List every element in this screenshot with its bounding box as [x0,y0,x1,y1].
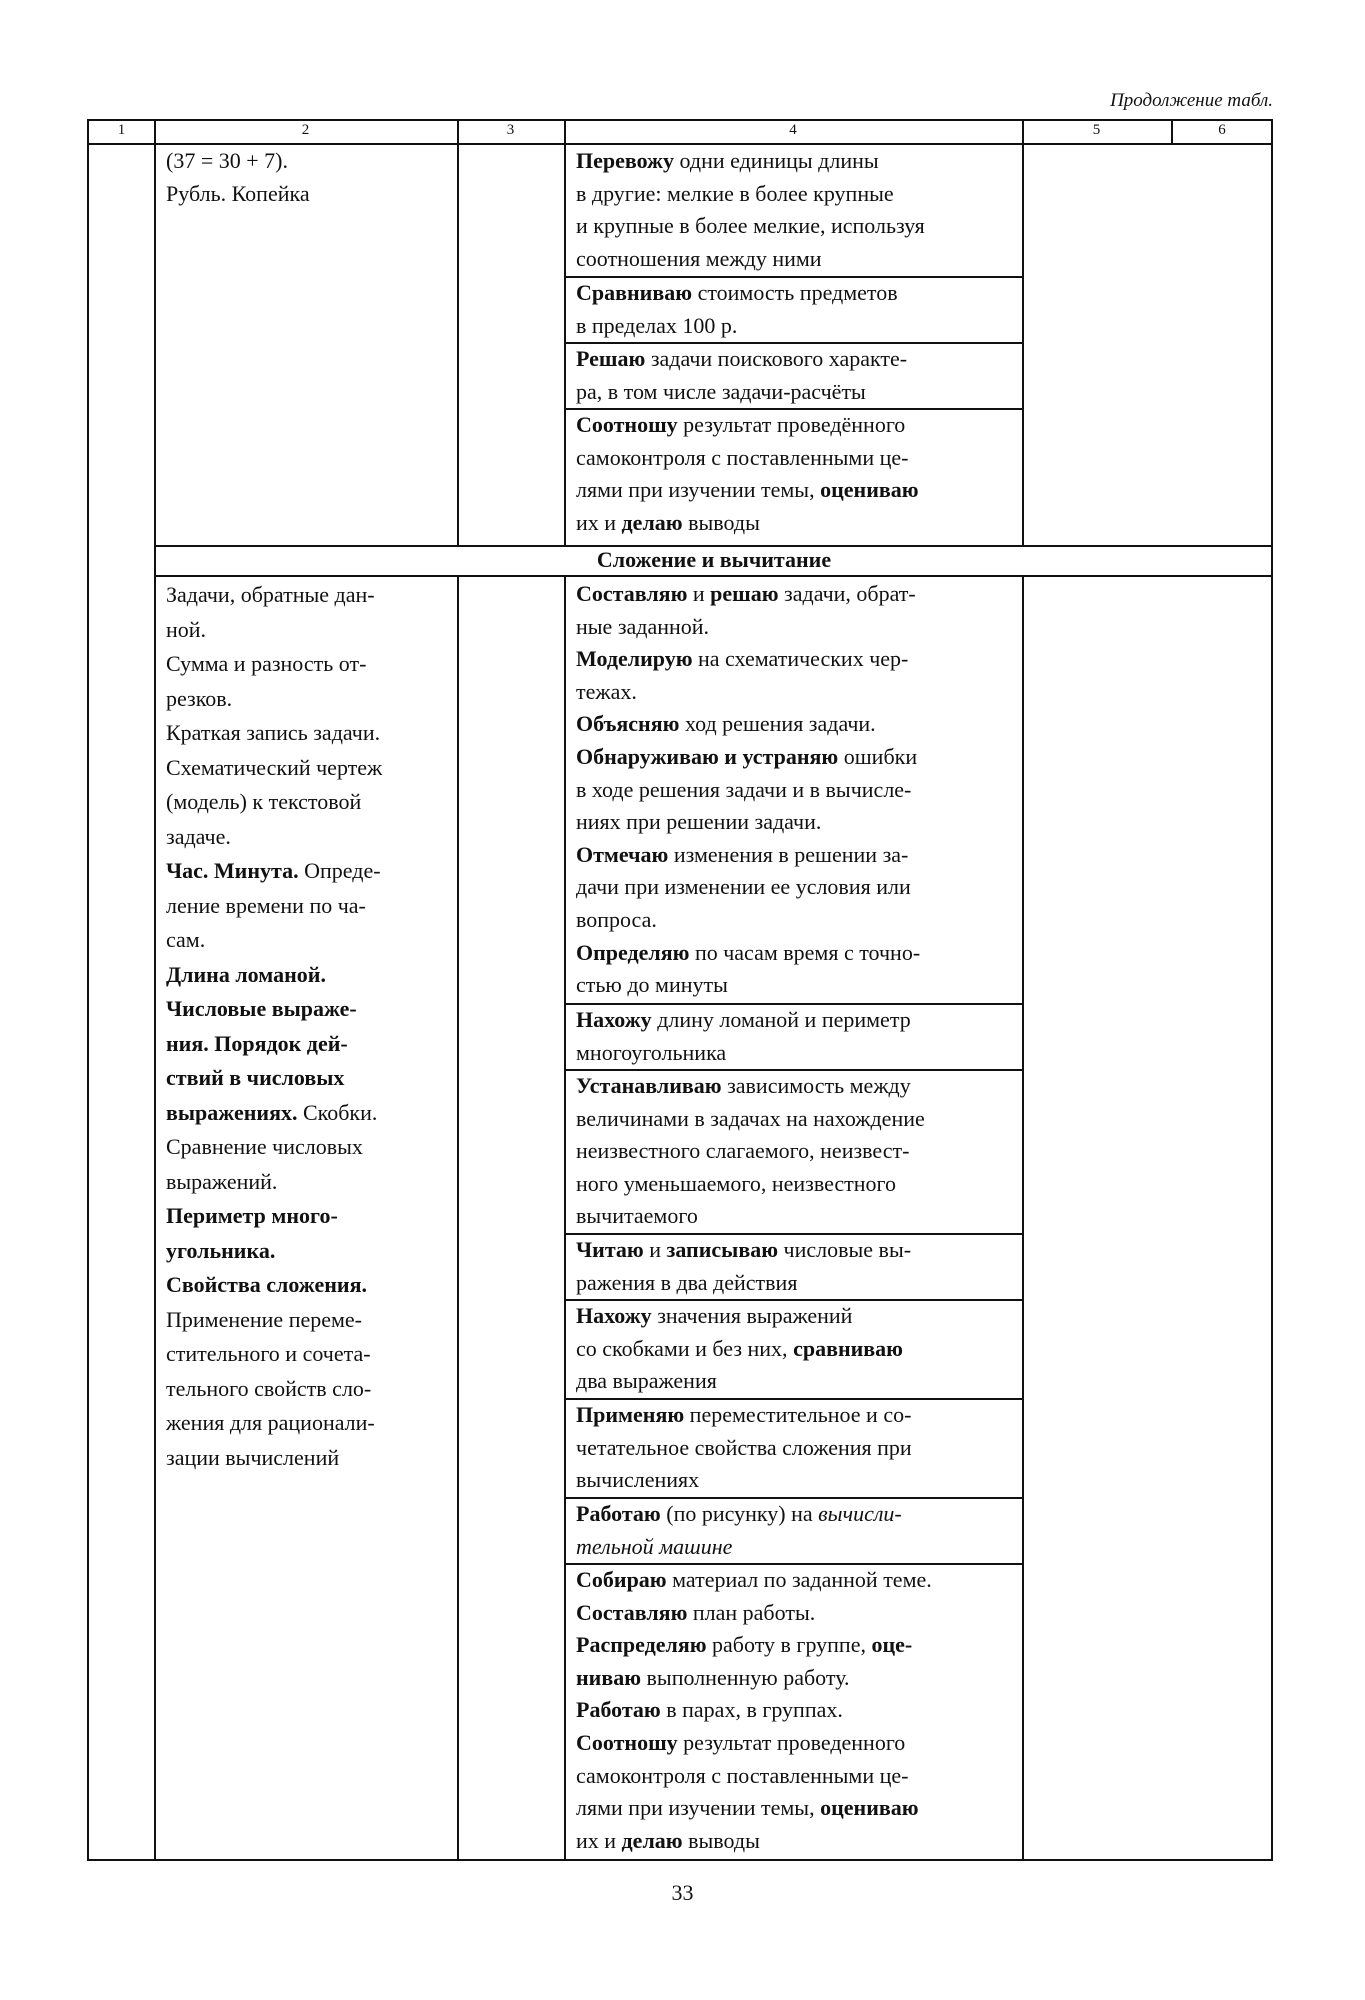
col-divider [457,121,459,545]
text-line: их и делаю выводы [576,509,760,535]
text-line: вычитаемого [576,1203,698,1229]
text-line: Нахожу длину ломаной и периметр [576,1007,911,1032]
text-line: соотношения между ними [576,245,822,271]
activity-cell [576,1498,1021,1563]
text-line: Работаю в парах, в группах. [576,1697,843,1723]
text-line: стительного и сочета- [166,1341,371,1366]
header-col-4: 4 [789,122,797,138]
text-line: ствий в числовых [166,1065,345,1090]
text-line: в другие: мелкие в более крупные [576,180,894,206]
page-number: 33 [671,1880,694,1905]
activity-cell [576,578,1021,1002]
text-line: ного уменьшаемого, неизвестного [576,1170,897,1196]
col-divider [564,121,566,545]
text-line: лями при изучении темы, оцениваю [576,1795,919,1821]
header-col-1: 1 [117,122,126,138]
text-line: Составляю и решаю задачи, обрат- [576,581,916,606]
text-line: Сравниваю стоимость предметов [576,280,898,305]
text-line: тельной машине [576,1533,733,1559]
text-line: сам. [166,927,206,952]
activity-cell [576,1234,1021,1299]
activity-cell [576,145,1021,275]
text-line: Соотношу результат проведенного [576,1729,906,1755]
text-line: ной. [166,616,207,642]
text-line: в пределах 100 р. [576,312,738,338]
col-divider [154,121,156,1861]
topic-cell-bottom [166,578,456,1475]
topic-cell-top [166,145,456,210]
text-line: многоугольника [576,1039,727,1065]
text-line: Составляю план работы. [576,1599,816,1625]
text-line: Сумма и разность от- [166,651,367,676]
text-line: Периметр много- [166,1203,338,1228]
text-line: Применение переме- [166,1306,363,1332]
text-line: ление времени по ча- [166,892,366,918]
text-line: ния. Порядок дей- [166,1030,348,1056]
text-line: Свойства сложения. [166,1272,367,1297]
text-line: Моделирую на схематических чер- [576,646,909,672]
text-line: задаче. [166,823,231,849]
text-line: ра, в том числе задачи-расчёты [576,378,866,404]
text-line: в ходе решения задачи и в вычисле- [576,776,912,802]
topic-line: Рубль. Копейка [166,180,310,206]
header-col-5: 5 [1092,122,1101,138]
col-divider [1022,575,1024,1861]
text-line: Работаю (по рисунку) на вычисли- [576,1501,902,1526]
text-line: ражения в два действия [576,1269,798,1295]
text-line: Читаю и записываю числовые вы- [576,1237,912,1262]
text-line: жения для рационали- [166,1410,375,1435]
header-col-6: 6 [1218,122,1226,138]
activity-cell [576,1004,1021,1069]
activity-cell [576,277,1021,342]
text-line: тежах. [576,678,637,704]
col-divider [564,575,566,1861]
activity-cell [576,1564,1021,1857]
text-line: со скобками и без них, сравниваю [576,1335,903,1361]
text-line: Определяю по часам время с точно- [576,939,921,965]
text-line: тельного свойств сло- [166,1375,372,1401]
col-divider [457,575,459,1861]
text-line: Сравнение числовых [166,1134,363,1159]
text-line: лями при изучении темы, оцениваю [576,477,919,503]
text-line: Решаю задачи поискового характе- [576,346,908,371]
text-line: Нахожу значения выражений [576,1303,853,1328]
text-line: Задачи, обратные дан- [166,582,375,607]
text-line: выражениях. Скобки. [166,1099,378,1125]
text-line: ные заданной. [576,613,710,639]
text-line: два выражения [576,1368,717,1394]
text-line: дачи при изменении ее условия или [576,874,911,900]
text-line: Краткая запись задачи. [166,720,381,745]
text-line: (модель) к текстовой [166,789,362,814]
text-line: самоконтроля с поставленными це- [576,444,909,470]
text-line: четательное свойства сложения при [576,1434,912,1460]
text-line: и крупные в более мелкие, используя [576,213,925,239]
text-line: ниваю выполненную работу. [576,1664,850,1690]
section-bottom-line [154,575,1273,577]
activity-cell [576,1399,1021,1497]
text-line: Перевожу одни единицы длины [576,148,879,173]
activity-cell [576,1300,1021,1398]
text-line: их и делаю выводы [576,1827,760,1853]
activity-cell [576,1070,1021,1233]
text-line: выражений. [166,1168,278,1194]
text-line: Объясняю ход решения задачи. [576,711,876,737]
text-line: резков. [166,685,233,711]
header-col-3: 3 [506,122,515,138]
text-line: угольника. [166,1237,276,1263]
text-line: самоконтроля с поставленными це- [576,1762,909,1788]
text-line: зации вычислений [166,1444,340,1470]
text-line: Час. Минута. Опреде- [166,858,381,883]
text-line: Отмечаю изменения в решении за- [576,841,909,867]
text-line: Распределяю работу в группе, оце- [576,1632,913,1658]
text-line: Обнаруживаю и устраняю ошибки [576,743,918,769]
activity-cell [576,409,1021,539]
text-line: величинами в задачах на нахождение [576,1105,925,1131]
text-line: вопроса. [576,906,657,932]
text-line: Применяю переместительное и со- [576,1402,912,1427]
header-col-2: 2 [301,122,310,138]
continuation-label: Продолжение табл. [1110,90,1273,111]
section-title: Сложение и вычитание [596,547,832,572]
text-line: ниях при решении задачи. [576,809,822,835]
text-line: неизвестного слагаемого, неизвест- [576,1138,910,1164]
activity-cell [576,343,1021,408]
text-line: Собираю материал по заданной теме. [576,1567,932,1592]
text-line: Числовые выраже- [166,996,357,1021]
col-divider [1022,121,1024,545]
text-line: Длина ломаной. [166,961,326,987]
table [87,119,1273,1861]
text-line: вычислениях [576,1467,700,1493]
text-line: Соотношу результат проведённого [576,412,906,437]
text-line: стью до минуты [576,972,728,998]
text-line: Схематический чертеж [166,754,383,780]
text-line: Устанавливаю зависимость между [576,1073,911,1098]
topic-line: (37 = 30 + 7). [166,148,288,173]
